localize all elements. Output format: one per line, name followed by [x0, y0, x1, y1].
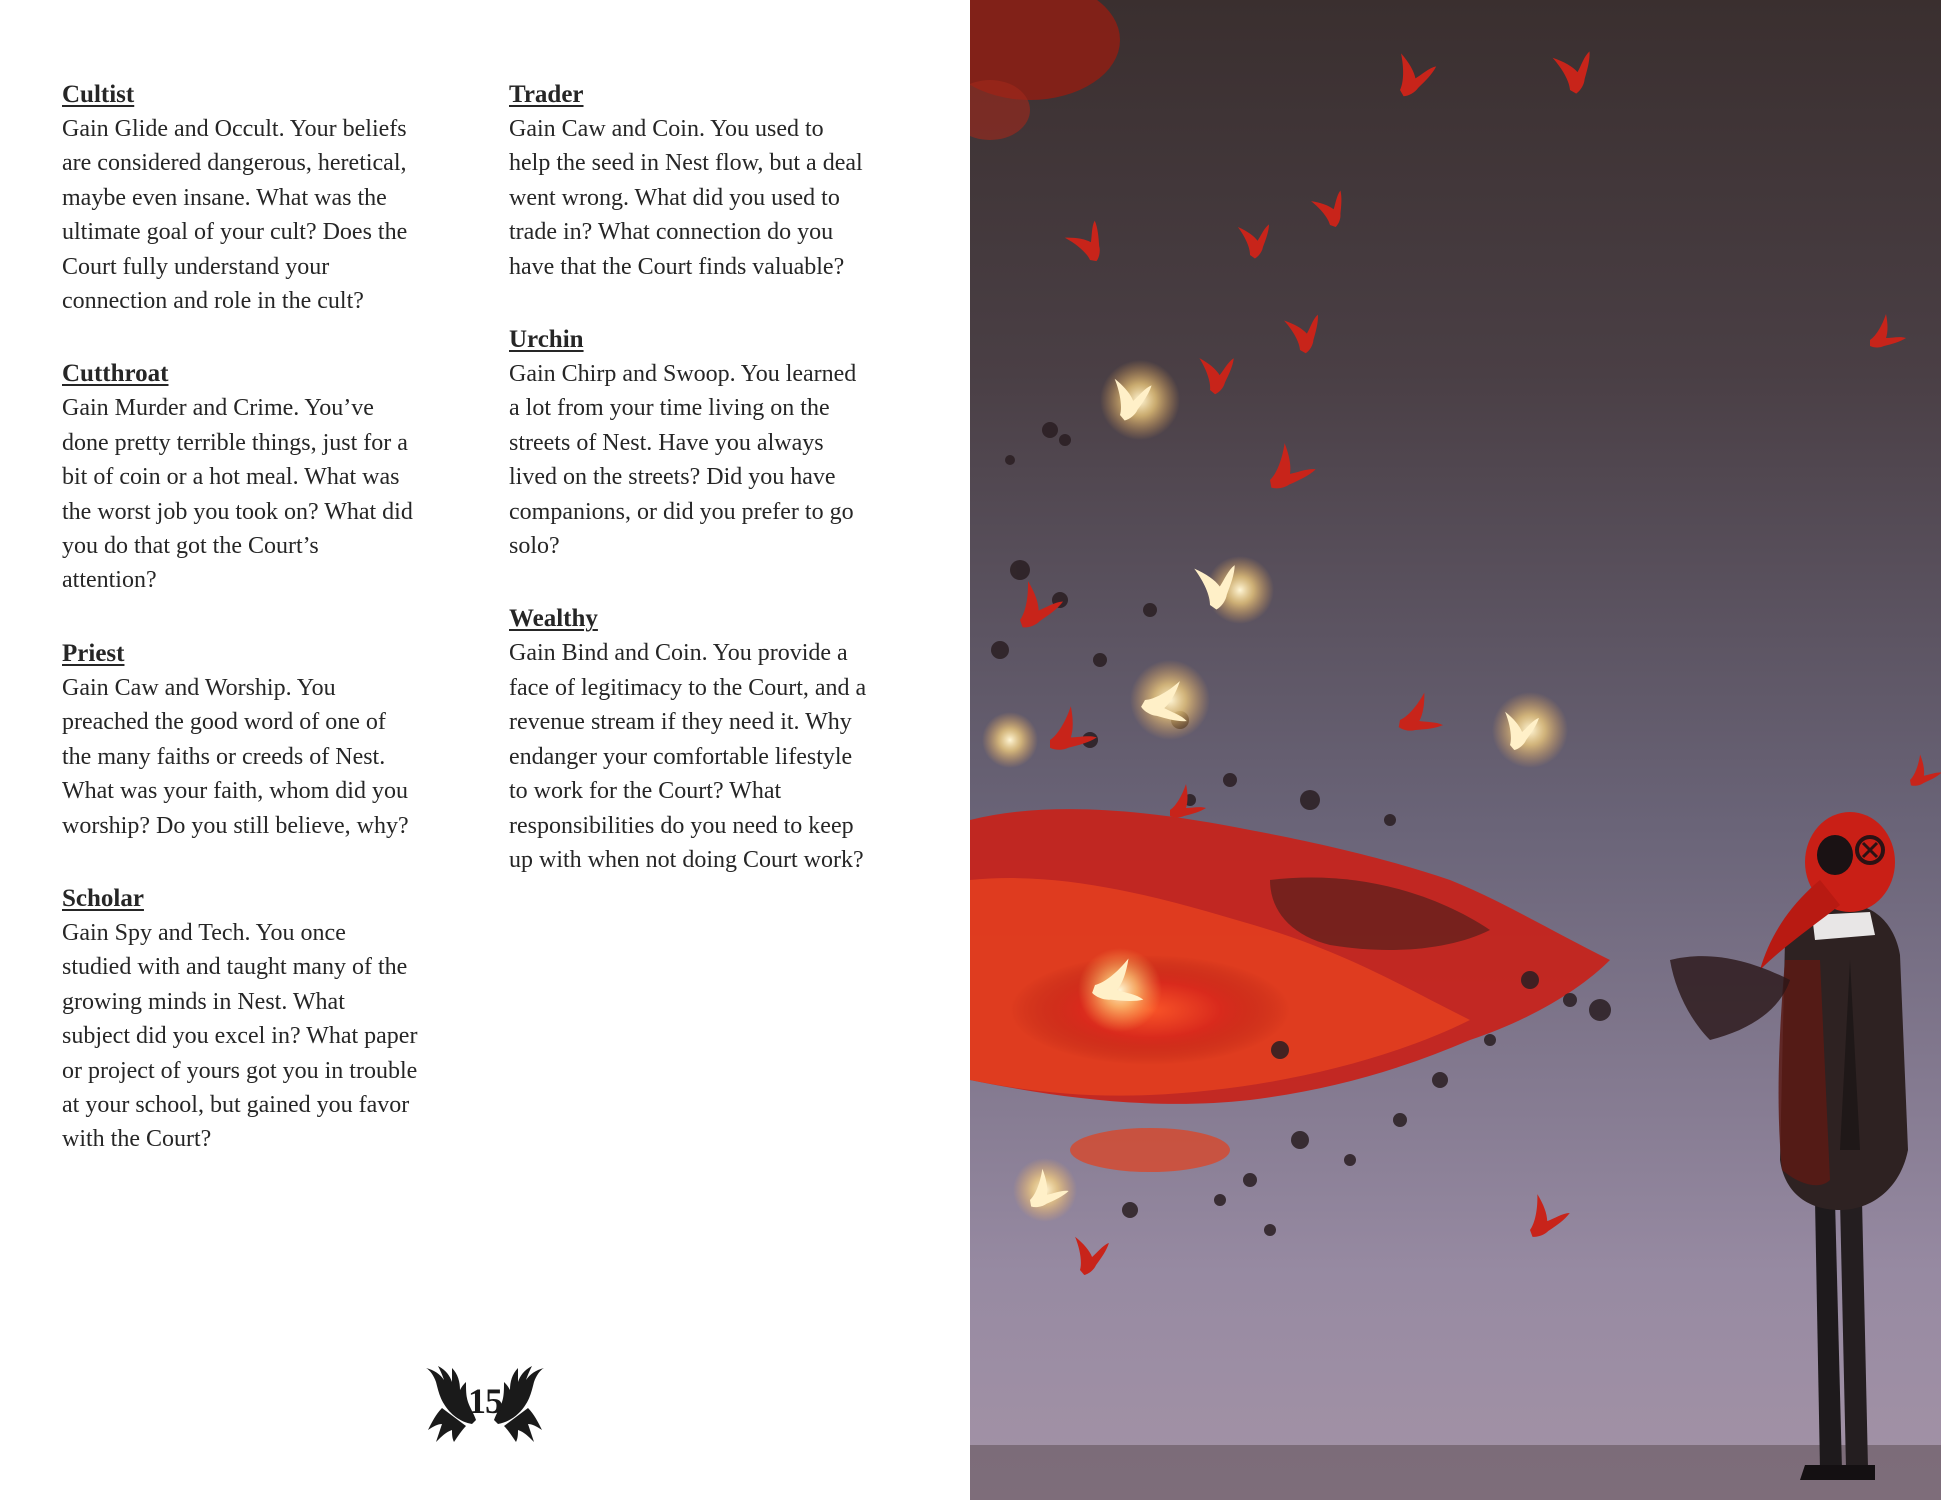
entry-body: Gain Chirp and Swoop. You learned a lot from your time living on the streets of Nest. Have you always lived on the streets? Did you have companions, or did you prefer to go solo?	[509, 361, 857, 560]
entry-wealthy	[509, 602, 919, 877]
entry-trader	[509, 78, 919, 284]
entry-title: Cultist	[62, 81, 135, 108]
entry-body: Gain Spy and Tech. You once studied with and taught many of the growing minds in Nest. What subject did you excel in? What paper or project of yours got you in trouble at your school, but gained you favor with the Court?	[62, 919, 418, 1153]
entry-cutthroat	[62, 357, 462, 597]
entry-urchin	[509, 323, 919, 563]
plague-doctor-birds-illustration	[970, 0, 1941, 1500]
entry-title: Priest	[62, 639, 125, 667]
entry-body: Gain Bind and Coin. You provide a face of legitimacy to the Court, and a revenue stream if they need it. Why endanger your comfortable lifestyle to work for the Court? What responsibilities do you need to keep up with when not doing Court work?	[509, 640, 867, 873]
page-number	[420, 1364, 550, 1444]
entry-body: Gain Caw and Worship. You preached the good word of one of the many faiths or creeds of Nest. What was your faith, whom did you worship? Do you still believe, why?	[62, 674, 409, 839]
right-column	[509, 78, 919, 916]
entry-cultist	[62, 78, 462, 318]
entry-title: Scholar	[62, 884, 144, 912]
entry-body: Gain Glide and Occult. Your beliefs are considered dangerous, heretical, maybe even insane. What was the ultimate goal of your cult? Does the Court fully understand your connection and role in the cult?	[62, 116, 408, 315]
text-page	[0, 0, 970, 1500]
entry-title: Cutthroat	[62, 360, 169, 388]
entry-body: Gain Caw and Coin. You used to help the seed in Nest flow, but a deal went wrong. What did you used to trade in? What connection do you have that the Court finds valuable?	[509, 116, 863, 280]
entry-title: Wealthy	[509, 605, 598, 633]
entry-title: Urchin	[509, 326, 584, 354]
entry-scholar	[62, 882, 462, 1157]
entry-title: Trader	[509, 81, 584, 108]
left-column	[62, 78, 462, 1196]
illustration-panel	[970, 0, 1941, 1500]
entry-body: Gain Murder and Crime. You’ve done pretty terrible things, just for a bit of coin or a hot meal. What was the worst job you took on? What did you do that got the Court’s attention?	[62, 395, 413, 594]
entry-priest	[62, 637, 462, 843]
page-number-text: 15	[468, 1381, 502, 1421]
